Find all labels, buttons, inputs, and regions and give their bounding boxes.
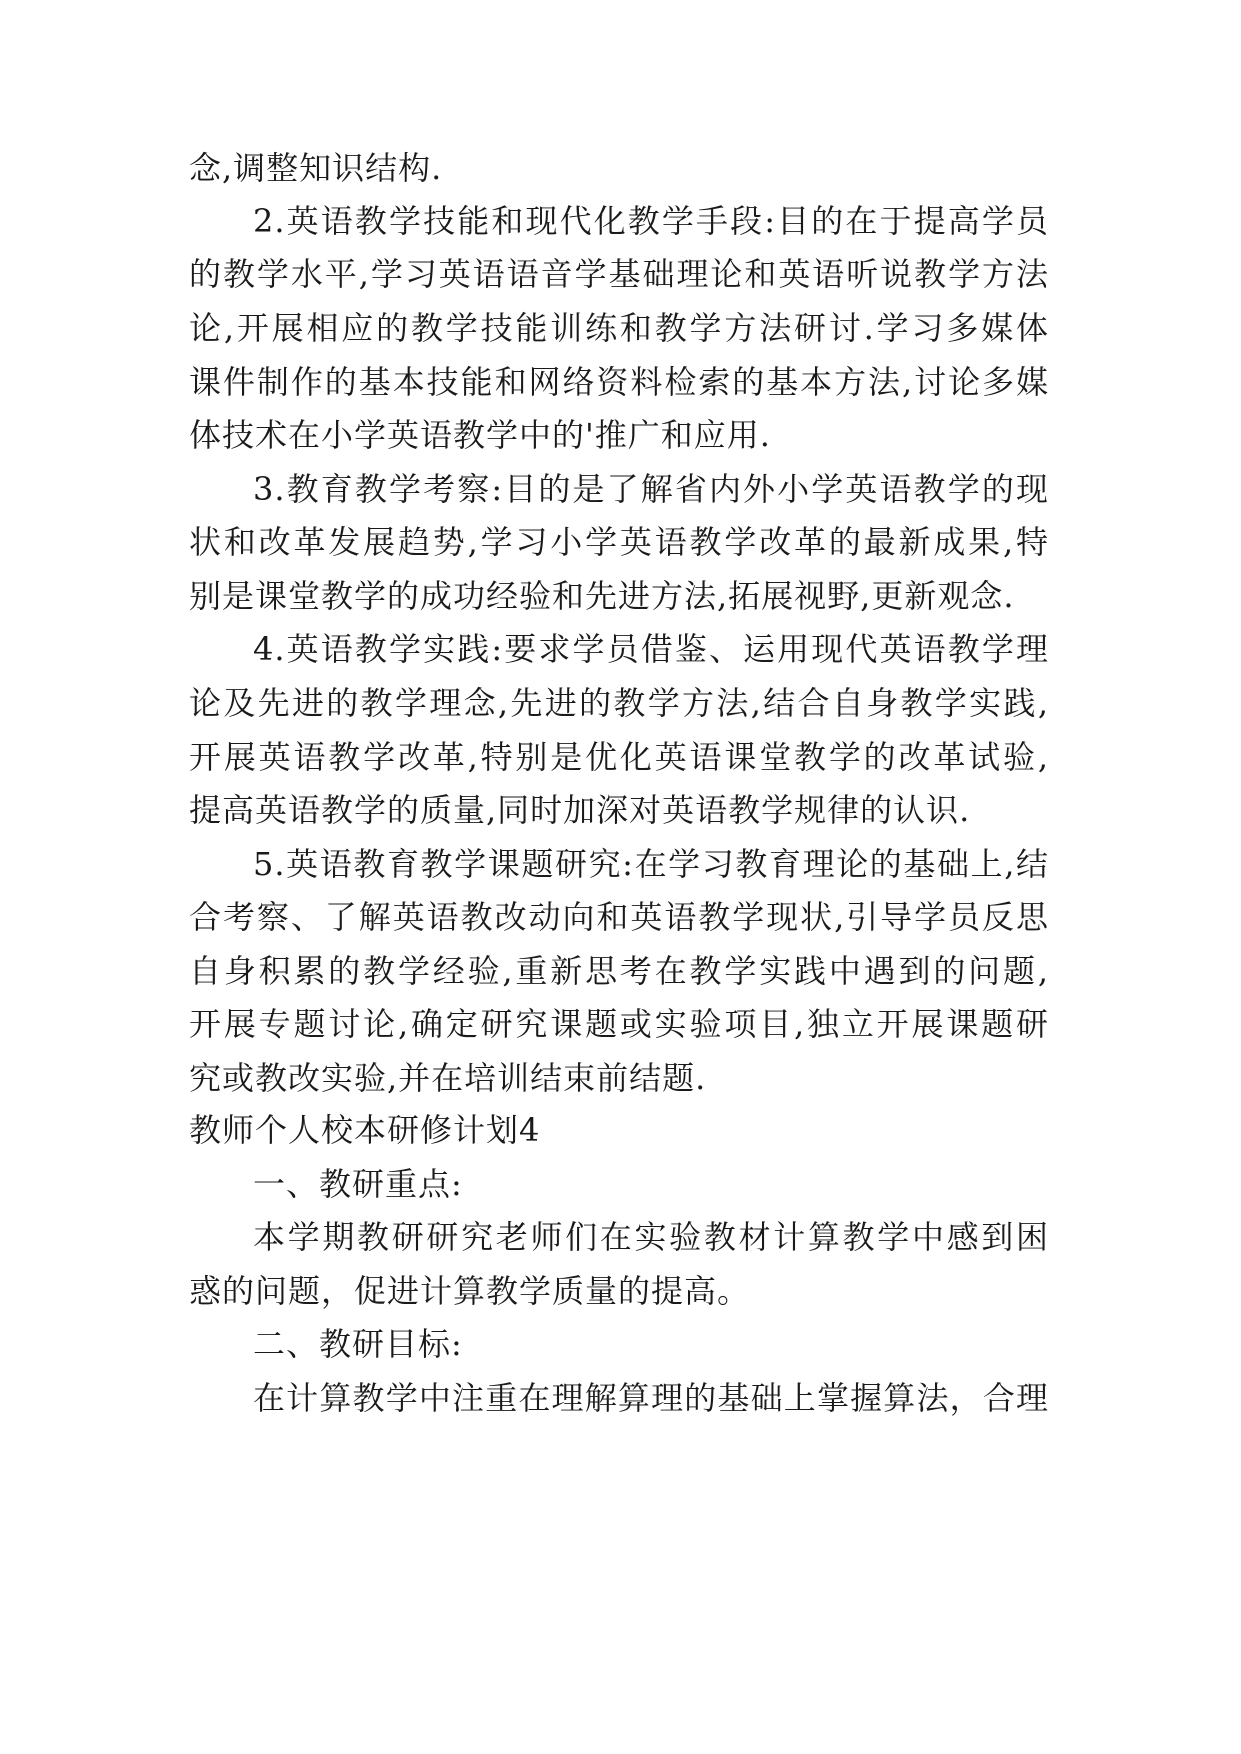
text-line: 提高英语教学的质量,同时加深对英语教学规律的认识. (189, 791, 971, 829)
text-line: 状和改革发展趋势,学习小学英语教学改革的最新成果,特 (189, 523, 1049, 561)
text-line: 开展英语教学改革,特别是优化英语课堂教学的改革试验, (189, 738, 1049, 776)
text-line: 在计算教学中注重在理解算理的基础上掌握算法，合理 (253, 1379, 1049, 1417)
text-line: 5.英语教育教学课题研究:在学习教育理论的基础上,结 (253, 845, 1049, 883)
text-line: 本学期教研研究老师们在实验教材计算教学中感到困 (253, 1218, 1049, 1256)
text-line: 论,开展相应的教学技能训练和教学方法研讨.学习多媒体 (189, 309, 1049, 347)
text-line: 体技术在小学英语教学中的'推广和应用. (189, 416, 771, 454)
text-line: 论及先进的教学理念,先进的教学方法,结合自身教学实践, (189, 684, 1049, 722)
text-line: 究或教改实验,并在培训结束前结题. (189, 1059, 707, 1097)
text-line: 自身积累的教学经验,重新思考在教学实践中遇到的问题, (189, 952, 1049, 990)
text-line: 念,调整知识结构. (189, 149, 443, 187)
text-line: 合考察、了解英语教改动向和英语教学现状,引导学员反思 (189, 898, 1049, 936)
text-line: 2.英语教学技能和现代化教学手段:目的在于提高学员 (253, 202, 1049, 240)
section-heading: 教师个人校本研修计划4 (189, 1111, 541, 1149)
text-line: 课件制作的基本技能和网络资料检索的基本方法,讨论多媒 (189, 363, 1049, 401)
text-line: 别是课堂教学的成功经验和先进方法,拓展视野,更新观念. (189, 577, 1015, 615)
text-line: 的教学水平,学习英语语音学基础理论和英语听说教学方法 (189, 255, 1049, 293)
subsection-heading: 一、教研重点: (253, 1165, 463, 1203)
text-line: 惑的问题，促进计算教学质量的提高。 (189, 1272, 751, 1310)
text-line: 3.教育教学考察:目的是了解省内外小学英语教学的现 (253, 470, 1049, 508)
text-line: 4.英语教学实践:要求学员借鉴、运用现代英语教学理 (253, 630, 1049, 668)
subsection-heading: 二、教研目标: (253, 1325, 463, 1363)
text-line: 开展专题讨论,确定研究课题或实验项目,独立开展课题研 (189, 1005, 1049, 1043)
